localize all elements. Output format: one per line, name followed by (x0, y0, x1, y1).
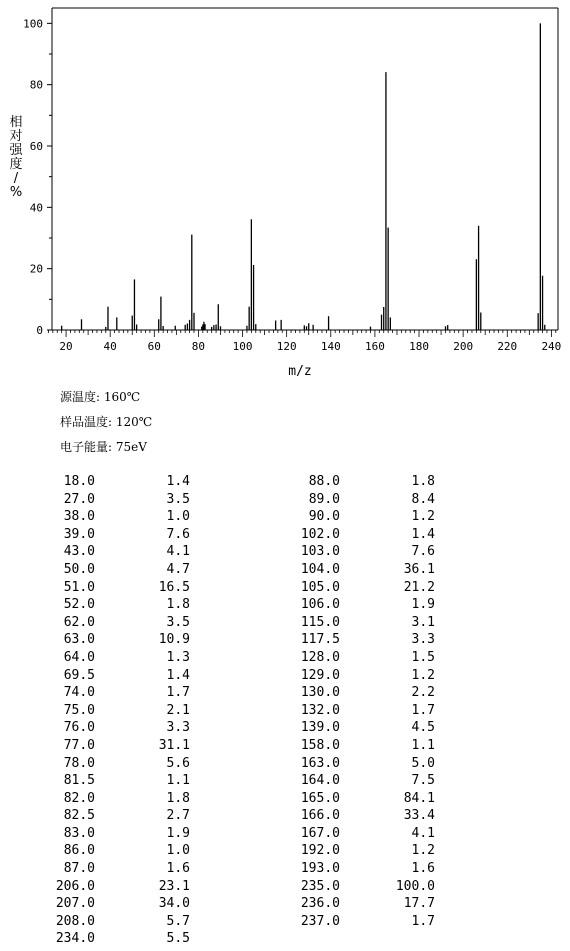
mz-value: 87.0 (63, 861, 95, 877)
intensity-value: 5.7 (166, 913, 190, 929)
intensity-value: 1.1 (411, 737, 435, 753)
intensity-value: 4.7 (166, 561, 190, 577)
mz-value: 76.0 (63, 720, 95, 736)
x-tick-label: 140 (320, 340, 341, 353)
intensity-value: 10.9 (158, 632, 190, 648)
table-row (280, 860, 435, 878)
mz-value: 82.5 (63, 808, 95, 824)
mz-value: 167.0 (300, 825, 340, 841)
intensity-value: 36.1 (403, 561, 435, 577)
table-row (280, 895, 435, 913)
table-row (35, 579, 190, 597)
mz-value: 104.0 (300, 561, 340, 577)
table-row (280, 790, 435, 808)
intensity-value: 1.9 (166, 825, 190, 841)
mz-value: 105.0 (300, 579, 340, 595)
table-row (280, 667, 435, 685)
table-row (35, 702, 190, 720)
table-row (280, 755, 435, 773)
mz-value: 129.0 (300, 667, 340, 683)
peak-bars (62, 23, 545, 330)
table-row (35, 842, 190, 860)
intensity-value: 2.7 (166, 808, 190, 824)
table-row (280, 702, 435, 720)
mz-value: 117.5 (300, 632, 340, 648)
y-axis-title: 相对强度/ % (9, 115, 23, 200)
intensity-value: 16.5 (158, 579, 190, 595)
intensity-value: 5.6 (166, 755, 190, 771)
intensity-value: 34.0 (158, 896, 190, 912)
x-axis-title: m/z (288, 364, 312, 379)
mz-value: 128.0 (300, 649, 340, 665)
mz-value: 234.0 (55, 931, 95, 947)
mz-value: 18.0 (63, 474, 95, 489)
mz-value: 206.0 (55, 878, 95, 894)
mz-value: 163.0 (300, 755, 340, 771)
intensity-value: 2.2 (411, 685, 435, 701)
mz-value: 132.0 (300, 702, 340, 718)
intensity-value: 1.1 (166, 773, 190, 789)
sample-temperature: 样品温度: 120℃ (60, 415, 153, 429)
table-row (35, 878, 190, 896)
table-row (35, 772, 190, 790)
intensity-value: 23.1 (158, 878, 190, 894)
mz-value: 165.0 (300, 790, 340, 806)
mz-value: 237.0 (300, 913, 340, 929)
table-row (35, 596, 190, 614)
intensity-value: 1.8 (411, 474, 435, 489)
table-row (35, 631, 190, 649)
table-row (35, 930, 190, 948)
table-row (280, 508, 435, 526)
intensity-value: 7.6 (411, 544, 435, 560)
table-row (280, 473, 435, 491)
table-row (280, 561, 435, 579)
table-row (280, 631, 435, 649)
mz-value: 62.0 (63, 614, 95, 630)
x-tick-label: 80 (191, 340, 206, 353)
x-tick-label: 40 (103, 340, 117, 353)
intensity-value: 1.2 (411, 509, 435, 525)
intensity-value: 1.4 (166, 667, 190, 683)
table-row (280, 684, 435, 702)
acquisition-conditions (60, 385, 152, 460)
y-tick-label: 60 (29, 140, 43, 153)
intensity-value: 21.2 (403, 579, 435, 595)
table-row (280, 913, 435, 931)
mz-value: 208.0 (55, 913, 95, 929)
mz-value: 51.0 (63, 579, 95, 595)
mz-value: 166.0 (300, 808, 340, 824)
peak-table-right (280, 473, 435, 930)
table-row (280, 878, 435, 896)
mz-value: 158.0 (300, 737, 340, 753)
intensity-value: 1.7 (411, 913, 435, 929)
intensity-value: 1.4 (166, 474, 190, 489)
mz-value: 69.5 (63, 667, 95, 683)
source-temperature: 源温度: 160℃ (60, 390, 141, 404)
x-tick-label: 180 (409, 340, 429, 353)
mz-value: 115.0 (300, 614, 340, 630)
table-row (35, 860, 190, 878)
intensity-value: 7.5 (411, 773, 435, 789)
intensity-value: 17.7 (403, 896, 435, 912)
intensity-value: 1.0 (166, 843, 190, 859)
table-row (35, 526, 190, 544)
table-row (35, 508, 190, 526)
intensity-value: 1.9 (411, 597, 435, 613)
mz-value: 130.0 (300, 685, 340, 701)
intensity-value: 4.1 (166, 544, 190, 560)
table-row (280, 543, 435, 561)
intensity-value: 3.5 (166, 491, 190, 507)
mz-value: 86.0 (63, 843, 95, 859)
table-row (280, 491, 435, 509)
table-row (280, 719, 435, 737)
mz-value: 52.0 (63, 597, 95, 613)
intensity-value: 1.2 (411, 667, 435, 683)
intensity-value: 100.0 (395, 878, 435, 894)
intensity-value: 5.5 (166, 931, 190, 947)
intensity-value: 5.0 (411, 755, 435, 771)
x-tick-label: 120 (276, 340, 297, 353)
y-tick-label: 40 (29, 201, 43, 215)
table-row (280, 596, 435, 614)
table-row (280, 614, 435, 632)
intensity-value: 1.3 (166, 649, 190, 665)
mz-value: 207.0 (55, 896, 95, 912)
mz-value: 193.0 (300, 861, 340, 877)
intensity-value: 1.6 (166, 861, 190, 877)
intensity-value: 3.3 (166, 720, 190, 736)
intensity-value: 1.8 (166, 790, 190, 806)
x-tick-label: 100 (232, 340, 253, 353)
mz-value: 106.0 (300, 597, 340, 613)
intensity-value: 8.4 (411, 491, 435, 507)
y-tick-label: 80 (29, 78, 43, 92)
table-row (35, 543, 190, 561)
mz-value: 90.0 (308, 509, 340, 525)
table-row (35, 755, 190, 773)
table-row (35, 614, 190, 632)
table-row (35, 825, 190, 843)
mz-value: 74.0 (63, 685, 95, 701)
mz-value: 39.0 (63, 526, 95, 542)
mz-value: 192.0 (300, 843, 340, 859)
intensity-value: 1.2 (411, 843, 435, 859)
intensity-value: 1.7 (166, 685, 190, 701)
intensity-value: 2.1 (166, 702, 190, 718)
y-tick-label: 100 (23, 17, 43, 31)
table-row (280, 807, 435, 825)
mz-value: 63.0 (63, 632, 95, 648)
intensity-value: 1.8 (166, 597, 190, 613)
table-row (280, 772, 435, 790)
mz-value: 82.0 (63, 790, 95, 806)
intensity-value: 31.1 (158, 737, 190, 753)
table-row (280, 842, 435, 860)
mz-value: 81.5 (63, 773, 95, 789)
plot-frame (52, 8, 558, 330)
table-row (280, 649, 435, 667)
table-row (280, 737, 435, 755)
table-row (35, 649, 190, 667)
table-row (35, 790, 190, 808)
table-row (35, 913, 190, 931)
intensity-value: 1.6 (411, 861, 435, 877)
mz-value: 43.0 (63, 544, 95, 560)
mz-value: 83.0 (63, 825, 95, 841)
intensity-value: 33.4 (403, 808, 435, 824)
intensity-value: 3.3 (411, 632, 435, 648)
mz-value: 89.0 (308, 491, 340, 507)
mz-value: 38.0 (63, 509, 95, 525)
intensity-value: 3.1 (411, 614, 435, 630)
intensity-value: 1.4 (411, 526, 435, 542)
mz-value: 77.0 (63, 737, 95, 753)
table-row (35, 561, 190, 579)
x-tick-label: 240 (541, 340, 562, 353)
mz-value: 164.0 (300, 773, 340, 789)
table-row (35, 491, 190, 509)
intensity-value: 4.1 (411, 825, 435, 841)
mz-value: 236.0 (300, 896, 340, 912)
x-tick-label: 220 (497, 340, 518, 353)
y-tick-label: 20 (29, 262, 43, 276)
mz-value: 139.0 (300, 720, 340, 736)
intensity-value: 1.0 (166, 509, 190, 525)
intensity-value: 3.5 (166, 614, 190, 630)
x-tick-label: 60 (147, 340, 161, 353)
intensity-value: 7.6 (166, 526, 190, 542)
mz-value: 235.0 (300, 878, 340, 894)
x-tick-label: 160 (364, 340, 385, 353)
mz-value: 88.0 (308, 474, 340, 489)
mz-value: 75.0 (63, 702, 95, 718)
mz-value: 50.0 (63, 561, 95, 577)
intensity-value: 1.5 (411, 649, 435, 665)
mz-value: 64.0 (63, 649, 95, 665)
table-row (35, 667, 190, 685)
table-row (280, 825, 435, 843)
peak-table-left (35, 473, 190, 948)
electron-energy: 电子能量: 75eV (60, 440, 147, 454)
table-row (35, 737, 190, 755)
table-row (35, 473, 190, 491)
mz-value: 27.0 (63, 491, 95, 507)
x-axis-ticks (48, 330, 561, 353)
x-tick-label: 20 (59, 340, 73, 353)
table-row (35, 719, 190, 737)
mass-spectrum-chart (0, 0, 570, 380)
mz-value: 102.0 (300, 526, 340, 542)
mz-value: 103.0 (300, 544, 340, 560)
table-row (35, 807, 190, 825)
intensity-value: 4.5 (411, 720, 435, 736)
mz-value: 78.0 (63, 755, 95, 771)
table-row (280, 526, 435, 544)
table-row (35, 684, 190, 702)
intensity-value: 84.1 (403, 790, 435, 806)
intensity-value: 1.7 (411, 702, 435, 718)
y-axis-ticks (23, 17, 52, 337)
x-tick-label: 200 (453, 340, 474, 353)
table-row (35, 895, 190, 913)
table-row (280, 579, 435, 597)
y-tick-label: 0 (36, 324, 43, 337)
